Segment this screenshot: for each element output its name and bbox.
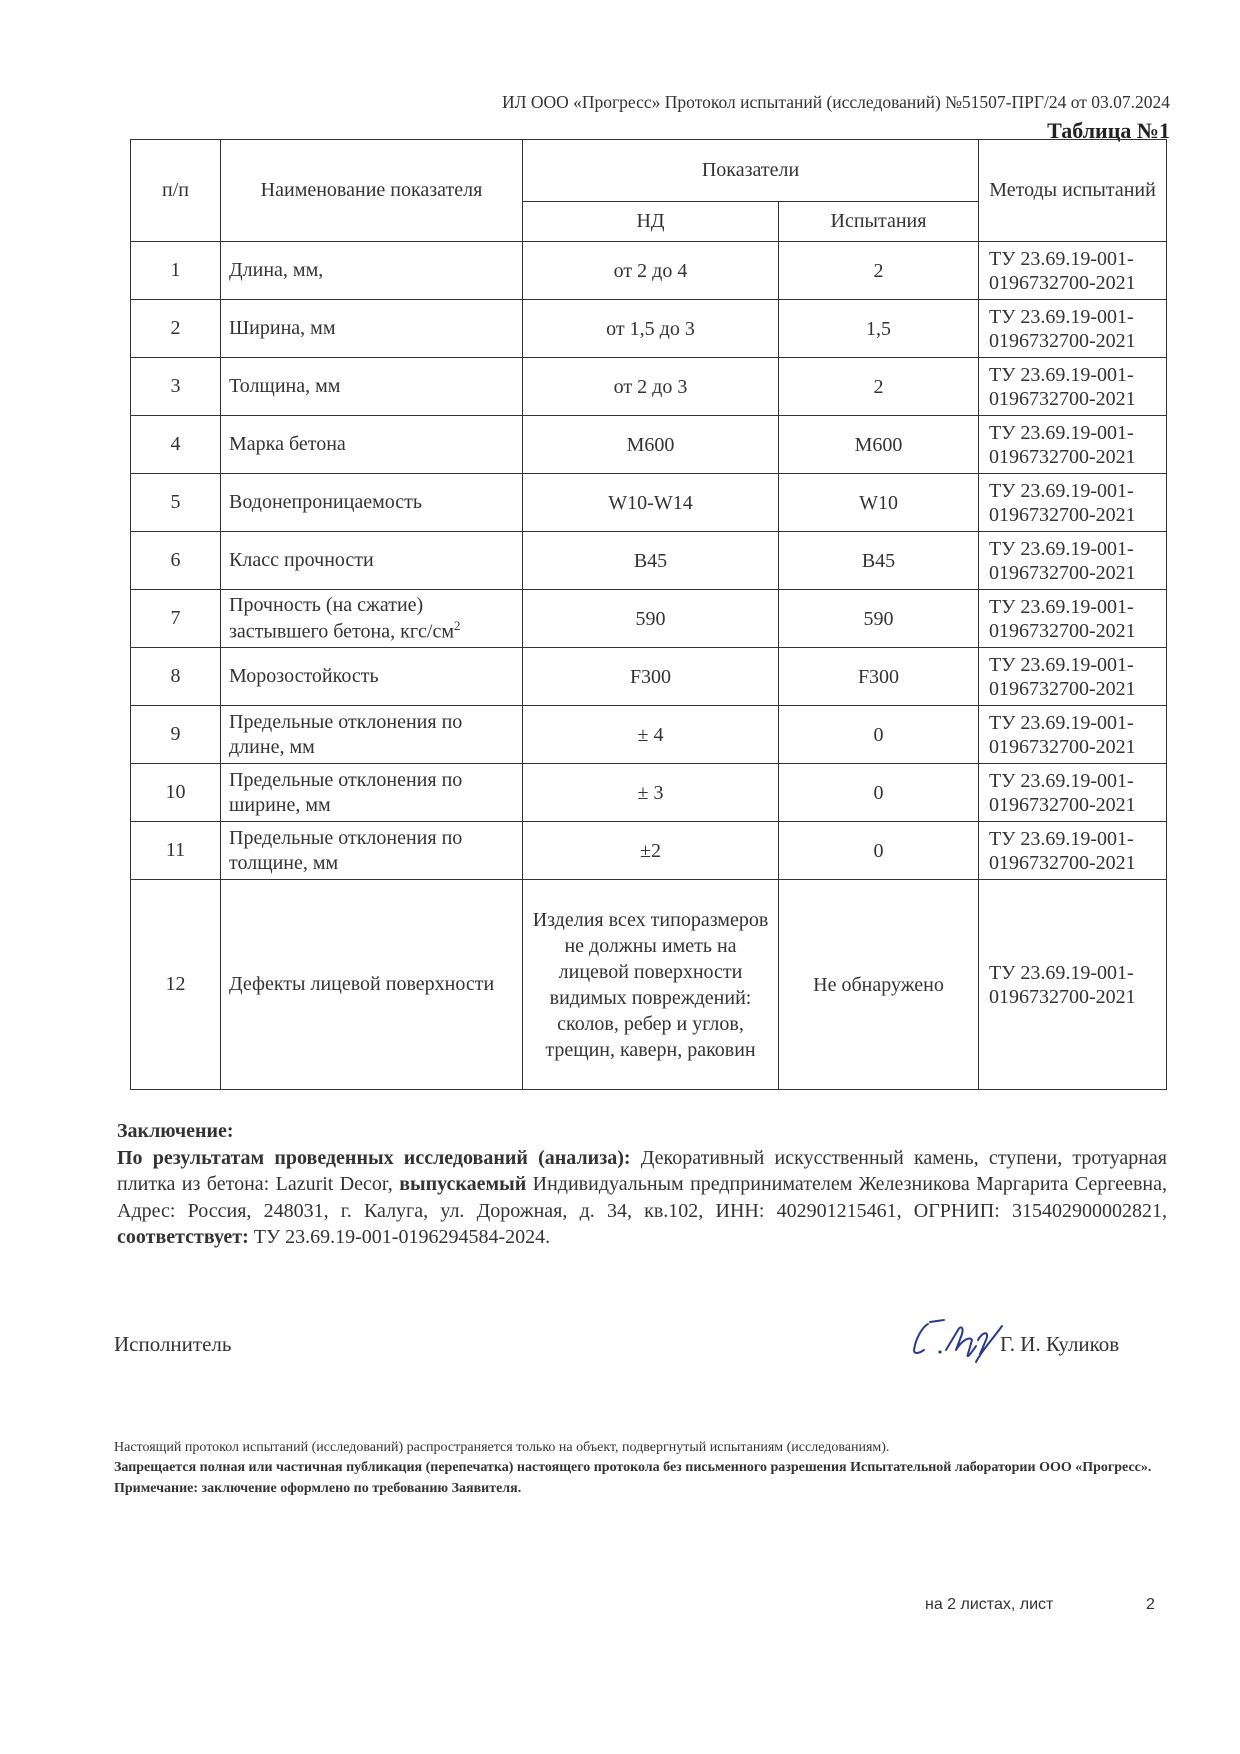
row-method-cell	[979, 822, 1167, 880]
row-method-cell	[979, 590, 1167, 648]
row-name-cell	[221, 242, 523, 300]
row-name-cell	[221, 880, 523, 1090]
row-nd-text: W10-W14	[608, 491, 693, 514]
table-row	[131, 764, 1167, 822]
conclusion-text-1: Декоративный искусственный камень, ступени, тротуарная плитка из бетона: Lazurit Decor,	[117, 1146, 1168, 1196]
row-method-cell	[979, 648, 1167, 706]
row-nd-text: М600	[626, 433, 675, 456]
row-test-text: 0	[873, 781, 884, 804]
row-method-cell	[979, 532, 1167, 590]
row-method-cell	[979, 706, 1167, 764]
row-method-text: ТУ 23.69.19-001-0196732700-2021	[989, 305, 1136, 352]
conclusion-text	[117, 1145, 1167, 1251]
row-name-text: Толщина, мм	[229, 375, 341, 397]
col-header-num: п/п	[131, 140, 221, 242]
row-nd-cell	[523, 242, 779, 300]
row-name-text: Дефекты лицевой поверхности	[229, 973, 495, 995]
row-method-cell	[979, 880, 1167, 1090]
row-nd-text: 590	[635, 607, 666, 630]
row-method-text: ТУ 23.69.19-001-0196732700-2021	[989, 363, 1136, 410]
table-caption: Таблица №1	[1047, 118, 1170, 143]
row-test-cell	[779, 822, 979, 880]
handwritten-signature	[906, 1310, 1006, 1368]
table-header-row-1	[131, 140, 1167, 202]
row-name-cell	[221, 822, 523, 880]
row-test-text: 0	[873, 839, 884, 862]
table-row	[131, 300, 1167, 358]
row-test-text: Не обнаружено	[813, 973, 944, 996]
row-test-text: 2	[873, 375, 884, 398]
row-nd-text: F300	[629, 665, 672, 688]
row-test-cell	[779, 532, 979, 590]
row-nd-text: В45	[633, 549, 668, 572]
row-num-text: 6	[170, 549, 181, 571]
table-row	[131, 822, 1167, 880]
row-num-text: 12	[165, 973, 186, 995]
row-name-text: Прочность (на сжатие) застывшего бетона, кгс/см	[229, 593, 454, 643]
row-method-cell	[979, 242, 1167, 300]
row-num-cell	[131, 822, 221, 880]
row-nd-text: от 2 до 4	[613, 259, 688, 282]
row-test-cell	[779, 648, 979, 706]
table-row	[131, 474, 1167, 532]
conclusion-block	[117, 1118, 1167, 1251]
row-name-text: Марка бетона	[229, 433, 346, 455]
row-num-text: 1	[170, 259, 181, 281]
row-test-cell	[779, 590, 979, 648]
row-nd-text: от 2 до 3	[613, 375, 688, 398]
table-row	[131, 532, 1167, 590]
row-num-text: 7	[170, 607, 181, 629]
footer-note-remark: Примечание: заключение оформлено по требованию Заявителя.	[114, 1480, 522, 1496]
row-method-text: ТУ 23.69.19-001-0196732700-2021	[989, 595, 1136, 642]
row-num-cell	[131, 416, 221, 474]
row-method-text: ТУ 23.69.19-001-0196732700-2021	[989, 711, 1136, 758]
footer-note-scope: Настоящий протокол испытаний (исследований) распространяется только на объект, подвергнутый испытаниям (исследованиям).	[114, 1440, 890, 1455]
col-header-indicators: Показатели	[523, 140, 979, 202]
row-test-text: 590	[863, 607, 894, 630]
row-method-text: ТУ 23.69.19-001-0196732700-2021	[989, 769, 1136, 816]
row-method-text: ТУ 23.69.19-001-0196732700-2021	[989, 421, 1136, 468]
row-name-cell	[221, 590, 523, 648]
row-num-text: 4	[170, 433, 181, 455]
row-method-cell	[979, 300, 1167, 358]
table-row	[131, 590, 1167, 648]
row-name-text: Ширина, мм	[229, 317, 336, 339]
table-row	[131, 416, 1167, 474]
row-nd-cell	[523, 300, 779, 358]
row-test-text: 0	[873, 723, 884, 746]
row-num-cell	[131, 474, 221, 532]
row-method-text: ТУ 23.69.19-001-0196732700-2021	[989, 479, 1136, 526]
row-name-text: Предельные отклонения по длине, мм	[229, 710, 463, 758]
row-num-cell	[131, 590, 221, 648]
row-name-cell	[221, 474, 523, 532]
row-num-text: 8	[170, 665, 181, 687]
col-header-nd: НД	[523, 202, 779, 242]
table-row	[131, 242, 1167, 300]
row-method-text: ТУ 23.69.19-001-0196732700-2021	[989, 961, 1136, 1008]
row-num-cell	[131, 648, 221, 706]
row-nd-cell	[523, 764, 779, 822]
row-name-cell	[221, 764, 523, 822]
row-num-cell	[131, 706, 221, 764]
executor-name: Г. И. Куликов	[1000, 1332, 1120, 1356]
row-num-text: 11	[165, 839, 186, 861]
col-header-name: Наименование показателя	[221, 140, 523, 242]
row-test-text: F300	[857, 665, 900, 688]
row-name-cell	[221, 648, 523, 706]
row-nd-text: ±2	[640, 839, 661, 862]
row-method-text: ТУ 23.69.19-001-0196732700-2021	[989, 827, 1136, 874]
row-nd-text: ± 4	[637, 723, 664, 746]
table-row	[131, 880, 1167, 1090]
row-num-text: 10	[165, 781, 186, 803]
row-method-cell	[979, 358, 1167, 416]
row-num-text: 9	[170, 723, 181, 745]
row-test-cell	[779, 242, 979, 300]
row-nd-text: ± 3	[637, 781, 664, 804]
row-nd-cell	[523, 532, 779, 590]
row-test-text: 1,5	[866, 317, 891, 340]
unit-superscript: 2	[454, 617, 461, 633]
row-method-cell	[979, 764, 1167, 822]
row-test-cell	[779, 416, 979, 474]
table-row	[131, 706, 1167, 764]
row-num-cell	[131, 300, 221, 358]
row-nd-cell	[523, 416, 779, 474]
row-test-cell	[779, 358, 979, 416]
row-test-text: W10	[859, 491, 898, 514]
conclusion-text-2: Индивидуальным предпринимателем Железникова Маргарита Сергеевна, Адрес: Россия, 248031, г. Калуга, ул. Дорожная, д. 34, кв.102, ИНН: 402901215461, ОГРНИП: 315402900002821,	[117, 1173, 1167, 1222]
row-num-cell	[131, 880, 221, 1090]
row-nd-cell	[523, 590, 779, 648]
row-name-text: Морозостойкость	[229, 665, 379, 687]
page-counter: на 2 листах, лист	[925, 1596, 1054, 1613]
row-nd-text: от 1,5 до 3	[606, 317, 695, 340]
row-num-text: 3	[170, 375, 181, 397]
row-num-cell	[131, 764, 221, 822]
row-num-cell	[131, 358, 221, 416]
results-table	[130, 139, 1167, 1090]
row-nd-text: Изделия всех типоразмеров не должны иметь на лицевой поверхности видимых повреждений: сколов, ребер и углов, трещин, каверн, раковин	[532, 908, 769, 1061]
row-nd-cell	[523, 822, 779, 880]
conclusion-text-3: ТУ 23.69.19-001-0196294584-2024.	[248, 1226, 551, 1249]
row-method-text: ТУ 23.69.19-001-0196732700-2021	[989, 537, 1136, 584]
row-test-cell	[779, 474, 979, 532]
row-nd-cell	[523, 474, 779, 532]
footer-notes	[114, 1438, 1174, 1499]
row-name-cell	[221, 300, 523, 358]
row-test-text: В45	[861, 549, 896, 572]
row-name-cell	[221, 706, 523, 764]
row-name-cell	[221, 358, 523, 416]
row-test-cell	[779, 706, 979, 764]
protocol-header: ИЛ ООО «Прогресс» Протокол испытаний (исследований) №51507-ПРГ/24 от 03.07.2024	[501, 92, 1170, 112]
col-header-test: Испытания	[779, 202, 979, 242]
row-method-cell	[979, 474, 1167, 532]
executor-label: Исполнитель	[114, 1332, 232, 1356]
conclusion-lead: По результатам проведенных исследований (анализа):	[117, 1146, 631, 1169]
page-number: 2	[1146, 1596, 1155, 1613]
table-row	[131, 358, 1167, 416]
row-name-cell	[221, 532, 523, 590]
footer-note-copyright: Запрещается полная или частичная публикация (перепечатка) настоящего протокола без письменного разрешения Испытательной лаборатории ООО «Прогресс».	[114, 1460, 1152, 1476]
row-name-text: Класс прочности	[229, 549, 374, 571]
row-num-text: 2	[170, 317, 181, 339]
row-test-cell	[779, 880, 979, 1090]
col-header-methods: Методы испытаний	[979, 140, 1167, 242]
row-nd-cell	[523, 648, 779, 706]
row-test-cell	[779, 764, 979, 822]
row-name-cell	[221, 416, 523, 474]
row-nd-cell	[523, 880, 779, 1090]
table-row	[131, 648, 1167, 706]
row-method-cell	[979, 416, 1167, 474]
row-method-text: ТУ 23.69.19-001-0196732700-2021	[989, 247, 1136, 294]
conclusion-bold-2: выпускаемый	[399, 1173, 527, 1196]
row-name-text: Предельные отклонения по ширине, мм	[229, 768, 463, 816]
row-name-text: Предельные отклонения по толщине, мм	[229, 826, 463, 874]
row-name-text: Длина, мм,	[229, 259, 324, 281]
conclusion-heading: Заключение:	[117, 1120, 234, 1142]
row-num-text: 5	[170, 491, 181, 513]
conclusion-bold-3: соответствует:	[117, 1226, 249, 1249]
row-test-text: М600	[854, 433, 903, 456]
row-nd-cell	[523, 358, 779, 416]
row-nd-cell	[523, 706, 779, 764]
row-test-text: 2	[873, 259, 884, 282]
row-num-cell	[131, 532, 221, 590]
row-num-cell	[131, 242, 221, 300]
row-test-cell	[779, 300, 979, 358]
row-method-text: ТУ 23.69.19-001-0196732700-2021	[989, 653, 1136, 700]
row-name-text: Водонепроницаемость	[229, 491, 422, 513]
